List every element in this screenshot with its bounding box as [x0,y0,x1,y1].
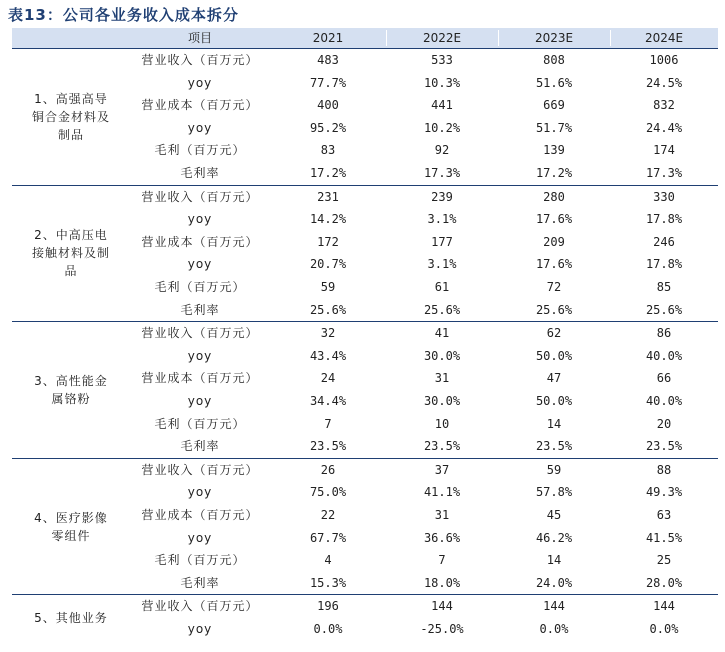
value-cell: 25.6% [645,302,683,317]
value-cell: 246 [653,234,675,249]
table-row [12,549,718,572]
value-cell: 45 [546,507,562,522]
header-item: 项目 [187,31,212,45]
value-cell: 40.0% [645,348,683,363]
table-row [12,231,718,254]
value-cell: 31 [434,371,450,386]
value-cell: 63 [656,507,672,522]
header-2022e: 2022E [422,31,462,45]
value-cell: 95.2% [309,120,347,135]
value-cell: 49.3% [645,485,683,500]
table-row [12,435,718,458]
value-cell: 23.5% [535,439,573,454]
value-cell: 72 [546,279,562,294]
row-label: 营业成本（百万元） [141,234,259,249]
row-label: 营业收入（百万元） [141,189,259,204]
value-cell: 62 [546,326,562,341]
row-label: 营业收入（百万元） [141,326,259,341]
value-cell: 20.7% [309,257,347,272]
value-cell: 25.6% [309,302,347,317]
value-cell: 1006 [649,53,679,67]
value-cell: 20 [656,416,672,431]
value-cell: 50.0% [535,348,573,363]
table-body [12,49,718,641]
value-cell: 231 [317,189,339,204]
value-cell: 40.0% [645,393,683,408]
value-cell: 50.0% [535,393,573,408]
value-cell: 0.0% [649,621,679,636]
row-label: 营业收入（百万元） [141,599,259,614]
value-cell: 14.2% [309,212,347,227]
value-cell: 57.8% [535,485,573,500]
value-cell: 77.7% [309,75,347,90]
revenue-cost-table [12,28,718,641]
row-label: 营业成本（百万元） [141,371,259,386]
value-cell: 47 [546,371,562,386]
row-label: 毛利率 [180,575,220,590]
value-cell: 24.5% [645,75,683,90]
table-row [12,49,718,72]
value-cell: 85 [656,279,672,294]
header-divider [610,30,611,46]
value-cell: 51.6% [535,75,573,90]
table-row [12,572,718,595]
table-row [12,94,718,117]
table-title: 表13：公司各业务收入成本拆分 [8,6,239,24]
value-cell: 67.7% [309,530,347,545]
value-cell: 172 [317,234,339,249]
value-cell: 280 [543,189,565,204]
value-cell: 41.1% [423,485,461,500]
business-segment-name: 1、高强高导铜合金材料及制品 [31,91,110,142]
value-cell: 17.3% [645,165,683,180]
row-label: yoy [187,120,213,135]
value-cell: 17.6% [535,257,573,272]
value-cell: 144 [653,599,675,614]
row-label: yoy [187,348,213,363]
business-group [12,49,718,186]
row-label: 毛利（百万元） [154,143,246,158]
table-row [12,322,718,345]
value-cell: 17.2% [309,165,347,180]
value-cell: 25.6% [423,302,461,317]
row-label: 毛利率 [180,439,220,454]
value-cell: 3.1% [427,212,457,227]
table-row [12,72,718,95]
value-cell: 23.5% [423,439,461,454]
value-cell: 139 [543,143,565,158]
value-cell: 144 [543,599,565,614]
value-cell: 17.8% [645,257,683,272]
value-cell: 14 [546,416,562,431]
value-cell: 86 [656,326,672,341]
row-label: 毛利（百万元） [154,279,246,294]
value-cell: 59 [320,279,336,294]
value-cell: 92 [434,143,450,158]
value-cell: 3.1% [427,257,457,272]
value-cell: 177 [431,234,453,249]
row-label: yoy [187,530,213,545]
business-segment-name: 2、中高压电接触材料及制品 [31,228,110,279]
business-group [12,186,718,323]
value-cell: 669 [543,98,565,113]
table-row [12,208,718,231]
value-cell: 30.0% [423,393,461,408]
value-cell: 31 [434,507,450,522]
value-cell: 41.5% [645,530,683,545]
value-cell: 24 [320,371,336,386]
row-label: 毛利（百万元） [154,553,246,568]
value-cell: 239 [431,189,453,204]
value-cell: 23.5% [309,439,347,454]
row-label: yoy [187,621,213,636]
business-group [12,322,718,459]
row-label: yoy [187,257,213,272]
business-group [12,595,718,640]
value-cell: 25 [656,553,672,568]
value-cell: 61 [434,279,450,294]
row-label: 营业收入（百万元） [141,53,259,67]
value-cell: 10.2% [423,120,461,135]
header-divider [386,30,387,46]
value-cell: 10 [434,416,450,431]
value-cell: 34.4% [309,393,347,408]
table-row [12,117,718,140]
value-cell: 7 [438,553,446,568]
value-cell: 0.0% [539,621,569,636]
value-cell: 37 [434,462,450,477]
table-row [12,504,718,527]
value-cell: 24.4% [645,120,683,135]
row-label: yoy [187,212,213,227]
table-row [12,459,718,482]
business-segment-name: 4、医疗影像零组件 [34,510,108,543]
row-label: yoy [187,75,213,90]
header-divider [498,30,499,46]
value-cell: 533 [431,53,453,67]
value-cell: 400 [317,98,339,113]
value-cell: 83 [320,143,336,158]
value-cell: 10.3% [423,75,461,90]
header-2021: 2021 [312,31,344,45]
value-cell: 28.0% [645,575,683,590]
row-label: 营业成本（百万元） [141,507,259,522]
value-cell: 14 [546,553,562,568]
value-cell: 51.7% [535,120,573,135]
value-cell: 7 [324,416,332,431]
table-row [12,186,718,209]
value-cell: 25.6% [535,302,573,317]
value-cell: 18.0% [423,575,461,590]
table-row [12,345,718,368]
value-cell: 24.0% [535,575,573,590]
value-cell: 59 [546,462,562,477]
value-cell: 36.6% [423,530,461,545]
table-row [12,299,718,322]
value-cell: 75.0% [309,485,347,500]
value-cell: 209 [543,234,565,249]
value-cell: 26 [320,462,336,477]
row-label: 毛利（百万元） [154,416,246,431]
table-row [12,618,718,641]
value-cell: 4 [324,553,332,568]
table-row [12,276,718,299]
business-segment-name: 5、其他业务 [34,610,108,625]
row-label: 毛利率 [180,302,220,317]
value-cell: 46.2% [535,530,573,545]
table-row [12,527,718,550]
table-row [12,390,718,413]
table-row [12,481,718,504]
table-row [12,162,718,185]
table-header [12,28,718,49]
header-2024e: 2024E [644,31,684,45]
value-cell: 441 [431,98,453,113]
value-cell: 43.4% [309,348,347,363]
table-row [12,595,718,618]
value-cell: 66 [656,371,672,386]
value-cell: 330 [653,189,675,204]
value-cell: 196 [317,599,339,614]
value-cell: 88 [656,462,672,477]
value-cell: 144 [431,599,453,614]
value-cell: 41 [434,326,450,341]
value-cell: 23.5% [645,439,683,454]
business-segment-name: 3、高性能金属铬粉 [34,373,108,406]
value-cell: 832 [653,98,675,113]
row-label: 营业成本（百万元） [141,98,259,113]
table-row [12,413,718,436]
row-label: 营业收入（百万元） [141,462,259,477]
value-cell: 808 [543,53,565,67]
row-label: yoy [187,485,213,500]
value-cell: 483 [317,53,339,67]
table-row [12,139,718,162]
value-cell: 30.0% [423,348,461,363]
value-cell: 17.6% [535,212,573,227]
value-cell: 17.3% [423,165,461,180]
table-row [12,253,718,276]
value-cell: 15.3% [309,575,347,590]
header-2023e: 2023E [534,31,574,45]
row-label: 毛利率 [180,165,220,180]
value-cell: 32 [320,326,336,341]
value-cell: 17.2% [535,165,573,180]
value-cell: 0.0% [313,621,343,636]
row-label: yoy [187,393,213,408]
value-cell: 17.8% [645,212,683,227]
value-cell: -25.0% [420,621,464,636]
value-cell: 174 [653,143,675,158]
business-group [12,459,718,596]
table-row [12,367,718,390]
value-cell: 22 [320,507,336,522]
